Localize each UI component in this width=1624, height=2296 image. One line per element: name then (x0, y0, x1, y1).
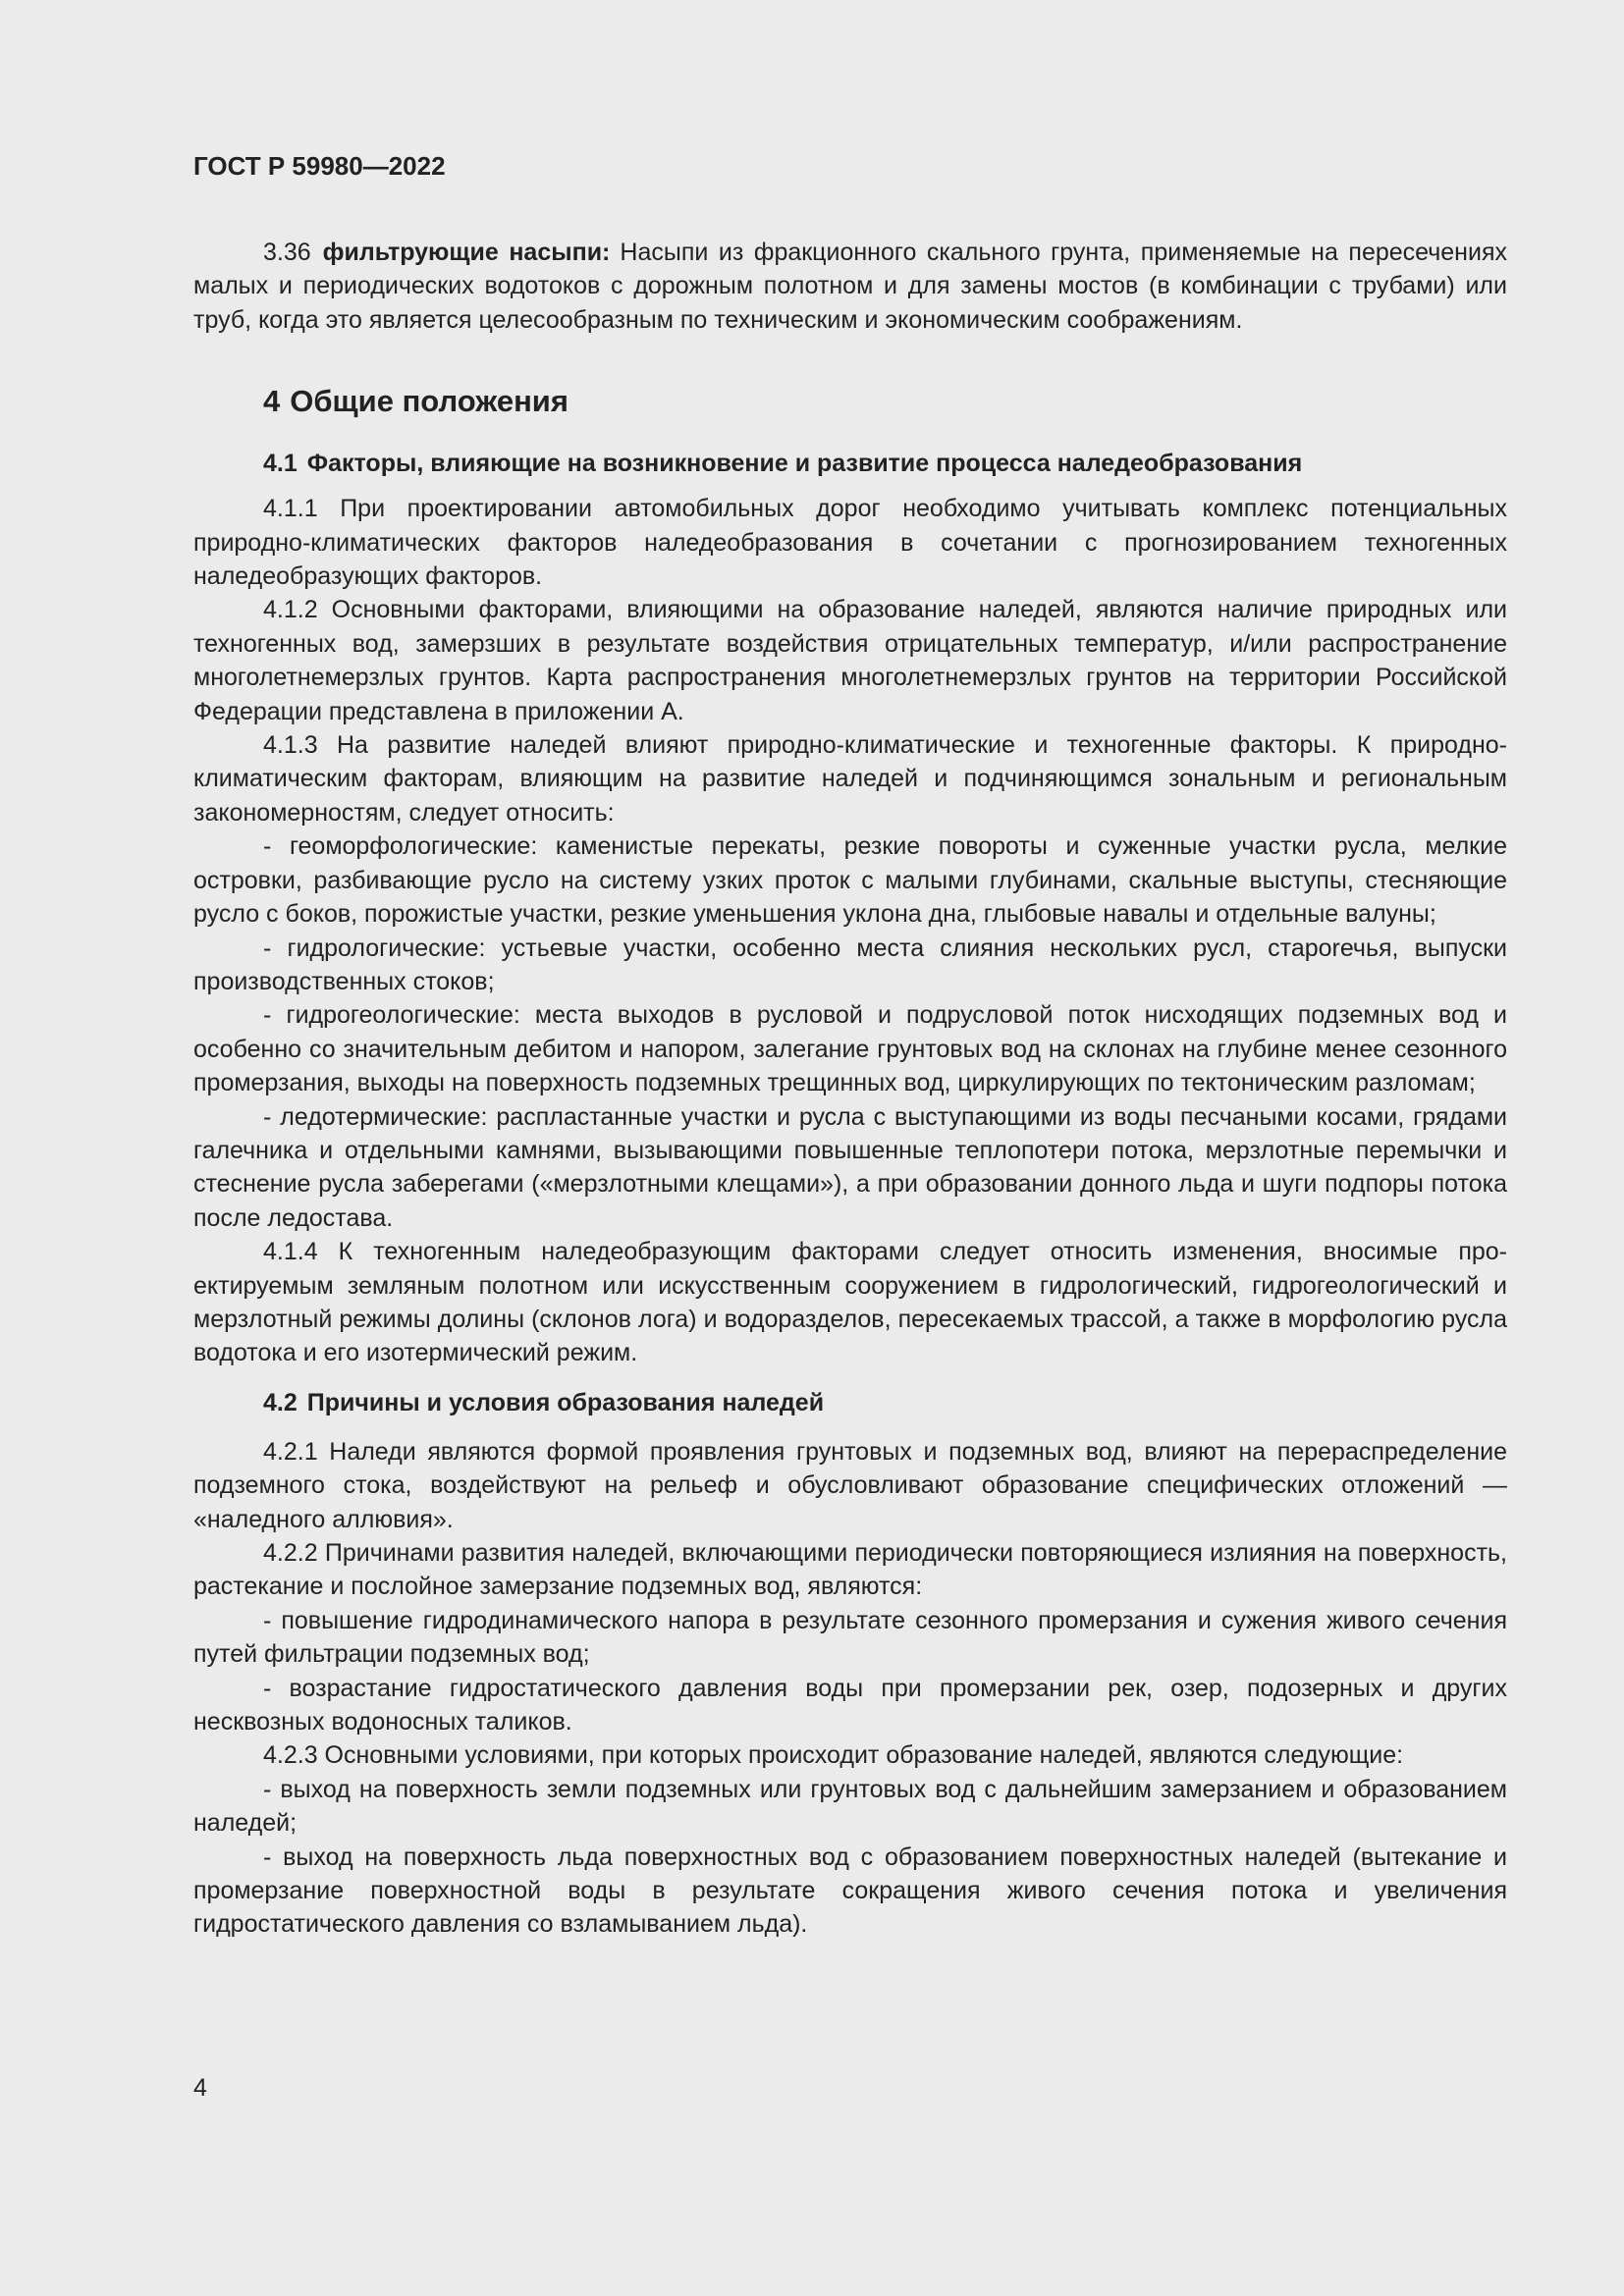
subsection-title: Факторы, влияющие на возникновение и развитие процесса наледеобразования (306, 450, 1303, 478)
term-number: 3.36 (263, 239, 311, 266)
paragraph: 4.1.1 При проектировании автомобильных дорог необходимо учитывать комплекс потенциальных природно-климатических факторов наледеобразования в сочетании с прогнозированием техногенных наледеобразующих факторов. (193, 495, 1507, 591)
document-page (193, 137, 1507, 1942)
subsection-heading (263, 1386, 1507, 1419)
list-item: - гидрогеологические: места выходов в русловой и подрусловой поток нисходящих подземных вод и особенно со значительным дебитом и напором, залегание грунтовых вод на склонах на глубине менее сезонного промерзания, выходы на поверхность подземных трещинных вод, циркулирующих по тектоническим разломам; (193, 1001, 1507, 1097)
paragraph: 4.2.3 Основными условиями, при которых происходит образование наледей, являются следующие: (263, 1741, 1404, 1770)
section-title: Общие положения (290, 384, 568, 419)
paragraph: 4.2.1 Наледи являются формой проявления грунтовых и подземных вод, влияют на перераспределение подземного стока, воздействуют на рельеф и обусловливают образование специфических отложений — «наледного аллювия». (193, 1437, 1507, 1533)
list-item: - выход на поверхность льда поверхностных вод с образованием поверхностных наледей (вытекание и промерзание поверхностной воды в результате сокращения живого сечения потока и увеличения гидростатического давления со взламыванием льда). (193, 1842, 1507, 1939)
list-item: - повышение гидродинамического напора в результате сезонного промерзания и сужения живого сечения путей фильтрации подземных вод; (193, 1606, 1507, 1669)
list-item: - гидрологические: устьевые участки, особенно места слияния нескольких русл, старorечья, выпуски производственных стоков; (193, 934, 1507, 995)
section-number: 4 (263, 384, 281, 419)
list-item: - ледотермические: распластанные участки и русла с выступающими из воды песчаными косами, грядами галечника и отдельными камнями, вызывающими повышенные теплопотери потока, мерзлотные перемычки и стеснение русла заберегами («мерзлотными клещами»), а при образовании донного льда и шуги подпоры потока после ледостава. (193, 1102, 1507, 1232)
list-item: - геоморфологические: каменистые перекаты, резкие повороты и суженные участки русла, мелкие островки, разбивающие русло на систему узких проток с малыми глубинами, скальные выступы, стесняющие русло с боков, порожистые участки, резкие уменьшения уклона дна, глыбовые навалы и отдельные валуны; (193, 832, 1507, 929)
subsection-heading (263, 447, 1507, 480)
paragraph: 4.2.2 Причинами развития наледей, включающими периодически повторяющиеся излияния на поверхность, растекание и послойное замерзание подземных вод, являются: (193, 1539, 1507, 1601)
term-definition: Насыпи из фракционного скального грунта, применяемые на пересечениях малых и периодических водотоков с дорожным полотном и для замены мостов (в комбинации с трубами) или труб, когда это является целесообразным по техническим и экономическим соображениям. (193, 239, 1507, 334)
page-number: 4 (193, 2074, 207, 2102)
term-paragraph (193, 236, 1507, 337)
section-heading (263, 382, 1507, 421)
list-item: - выход на поверхность земли подземных или грунтовых вод с дальнейшим замерзанием и образованием наледей; (193, 1775, 1507, 1838)
paragraph: 4.1.3 На развитие наледей влияют природно-климатические и техногенные факторы. К природно-климатическим факторам, влияющим на развитие наледей и подчиняющимся зональным и региональным закономерностям, следует относить: (193, 731, 1507, 827)
subsection-number: 4.2 (263, 1388, 298, 1416)
subsection-title: Причины и условия образования наледей (306, 1388, 825, 1416)
list-item: - возрастание гидростатического давления воды при промерзании рек, озер, подозерных и других несквозных водоносных таликов. (193, 1674, 1507, 1736)
term-name: фильтрующие насыпи: (322, 239, 611, 266)
paragraph: 4.1.4 К техногенным наледеобразующим факторами следует относить изменения, вносимые проектируемым земляным полотном или искусственным сооружением в гидрологический, гидрогеологический и мерзлотный режимы долины (склонов лога) и водоразделов, пересекаемых трассой, а также в морфологию русла водотока и его изотермический режим. (193, 1238, 1507, 1367)
paragraph: 4.1.2 Основными факторами, влияющими на образование наледей, являются наличие природных или техногенных вод, замерзших в результате воздействия отрицательных температур, и/или распространение многолетнемерзлых грунтов. Карта распространения многолетнемерзлых грунтов на территории Российской Федерации представлена в приложении А. (193, 596, 1507, 725)
document-id: ГОСТ Р 59980—2022 (193, 151, 446, 181)
subsection-number: 4.1 (263, 450, 298, 478)
